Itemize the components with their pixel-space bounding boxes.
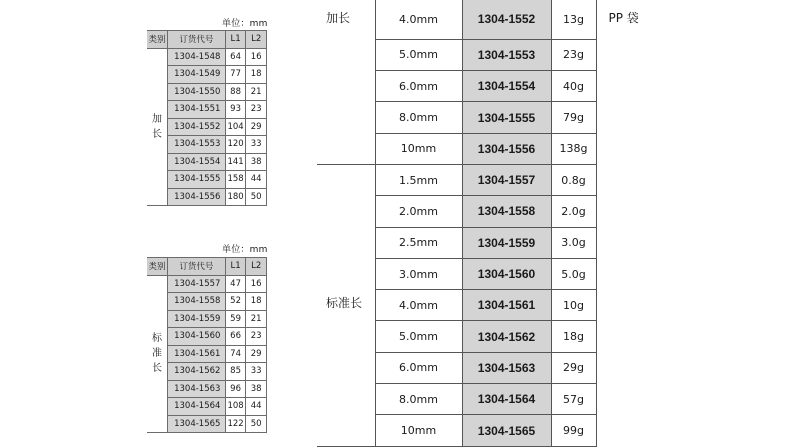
- size-cell: 1.5mm: [375, 164, 462, 195]
- l2-cell: 18: [246, 66, 267, 84]
- order-code-cell: 1304-1560: [462, 258, 551, 289]
- l2-cell: 21: [246, 83, 267, 101]
- unit-label: 单位：mm: [222, 245, 268, 255]
- l2-cell: 33: [246, 363, 267, 381]
- order-code-cell: 1304-1552: [168, 118, 226, 136]
- order-code-cell: 1304-1554: [168, 153, 226, 171]
- table-row: [147, 48, 267, 66]
- l1-cell: 47: [225, 275, 246, 293]
- size-cell: 8.0mm: [375, 102, 462, 133]
- l1-cell: 85: [225, 363, 246, 381]
- order-code-cell: 1304-1564: [462, 384, 551, 415]
- l1-cell: 74: [225, 345, 246, 363]
- l2-cell: 18: [246, 293, 267, 311]
- l1-cell: 108: [225, 398, 246, 416]
- order-code-cell: 1304-1552: [462, 0, 551, 39]
- l1-cell: 88: [225, 83, 246, 101]
- size-cell: 10mm: [375, 415, 462, 446]
- order-code-cell: 1304-1561: [168, 345, 226, 363]
- category-label: 标准长: [326, 296, 363, 311]
- l1-cell: 158: [225, 171, 246, 189]
- order-code-cell: 1304-1550: [168, 83, 226, 101]
- order-code-cell: 1304-1565: [168, 415, 226, 433]
- order-code-cell: 1304-1551: [168, 101, 226, 119]
- l1-cell: 120: [225, 136, 246, 154]
- order-code-cell: 1304-1557: [168, 275, 226, 293]
- weight-cell: 138g: [551, 133, 596, 164]
- weight-cell: 79g: [551, 102, 596, 133]
- l1-cell: 66: [225, 328, 246, 346]
- order-code-cell: 1304-1558: [168, 293, 226, 311]
- l2-cell: 16: [246, 275, 267, 293]
- packaging-note: PP 袋: [608, 11, 639, 25]
- l1-cell: 64: [225, 48, 246, 66]
- order-code-cell: 1304-1561: [462, 290, 551, 321]
- l2-cell: 21: [246, 310, 267, 328]
- header-l1: L1: [225, 31, 246, 49]
- size-cell: 10mm: [375, 133, 462, 164]
- order-code-cell: 1304-1555: [462, 102, 551, 133]
- order-code-cell: 1304-1557: [462, 164, 551, 195]
- weight-cell: 13g: [551, 0, 596, 39]
- weight-cell: 3.0g: [551, 227, 596, 258]
- category-label: 加长: [326, 11, 351, 25]
- size-cell: 2.5mm: [375, 227, 462, 258]
- l1-cell: 122: [225, 415, 246, 433]
- l1-cell: 141: [225, 153, 246, 171]
- l2-cell: 38: [246, 153, 267, 171]
- l2-cell: 29: [246, 118, 267, 136]
- l1-cell: 77: [225, 66, 246, 84]
- table-row: [317, 0, 640, 39]
- order-code-cell: 1304-1556: [462, 133, 551, 164]
- l2-cell: 29: [246, 345, 267, 363]
- order-code-cell: 1304-1558: [462, 196, 551, 227]
- header-l1: L1: [225, 258, 246, 276]
- weight-cell: 23g: [551, 39, 596, 70]
- l2-cell: 23: [246, 101, 267, 119]
- l2-cell: 16: [246, 48, 267, 66]
- weight-cell: 18g: [551, 321, 596, 352]
- order-code-cell: 1304-1559: [462, 227, 551, 258]
- unit-label: 单位：mm: [222, 19, 268, 29]
- size-cell: 6.0mm: [375, 71, 462, 102]
- category-label: 加长: [152, 113, 163, 140]
- order-code-cell: 1304-1555: [168, 171, 226, 189]
- table-row: [317, 164, 640, 195]
- order-code-cell: 1304-1565: [462, 415, 551, 446]
- spec-table-standard: [147, 257, 267, 433]
- spec-table-extended: [147, 30, 267, 206]
- order-code-cell: 1304-1559: [168, 310, 226, 328]
- l2-cell: 50: [246, 415, 267, 433]
- header-l2: L2: [246, 31, 267, 49]
- weight-cell: 0.8g: [551, 164, 596, 195]
- l1-cell: 59: [225, 310, 246, 328]
- weight-cell: 29g: [551, 352, 596, 383]
- table-header-row: [147, 31, 267, 49]
- weight-cell: 5.0g: [551, 258, 596, 289]
- order-code-cell: 1304-1562: [168, 363, 226, 381]
- l2-cell: 23: [246, 328, 267, 346]
- size-cell: 2.0mm: [375, 196, 462, 227]
- category-cell: [147, 275, 168, 433]
- order-code-cell: 1304-1560: [168, 328, 226, 346]
- order-code-cell: 1304-1553: [462, 39, 551, 70]
- l2-cell: 44: [246, 171, 267, 189]
- category-cell: [317, 164, 375, 446]
- l1-cell: 104: [225, 118, 246, 136]
- size-cell: 3.0mm: [375, 258, 462, 289]
- size-cell: 4.0mm: [375, 290, 462, 321]
- order-code-cell: 1304-1549: [168, 66, 226, 84]
- order-code-cell: 1304-1548: [168, 48, 226, 66]
- size-cell: 5.0mm: [375, 321, 462, 352]
- header-l2: L2: [246, 258, 267, 276]
- header-order-code: 订货代号: [168, 258, 226, 276]
- weight-cell: 10g: [551, 290, 596, 321]
- l1-cell: 180: [225, 188, 246, 206]
- order-code-cell: 1304-1556: [168, 188, 226, 206]
- weight-cell: 99g: [551, 415, 596, 446]
- header-category: 类别: [147, 258, 168, 276]
- l1-cell: 52: [225, 293, 246, 311]
- l1-cell: 93: [225, 101, 246, 119]
- category-cell: [317, 0, 375, 164]
- order-code-cell: 1304-1554: [462, 71, 551, 102]
- weight-cell: 2.0g: [551, 196, 596, 227]
- size-cell: 5.0mm: [375, 39, 462, 70]
- l2-cell: 38: [246, 380, 267, 398]
- order-code-cell: 1304-1564: [168, 398, 226, 416]
- order-code-cell: 1304-1563: [462, 352, 551, 383]
- weight-cell: 40g: [551, 71, 596, 102]
- table-row: [147, 275, 267, 293]
- l1-cell: 96: [225, 380, 246, 398]
- table-header-row: [147, 258, 267, 276]
- header-order-code: 订货代号: [168, 31, 226, 49]
- size-cell: 8.0mm: [375, 384, 462, 415]
- l2-cell: 44: [246, 398, 267, 416]
- order-code-cell: 1304-1563: [168, 380, 226, 398]
- size-cell: 6.0mm: [375, 352, 462, 383]
- header-category: 类别: [147, 31, 168, 49]
- weight-cell: 57g: [551, 384, 596, 415]
- size-cell: 4.0mm: [375, 0, 462, 39]
- category-label: 标准长: [152, 333, 163, 375]
- order-code-cell: 1304-1562: [462, 321, 551, 352]
- category-cell: [147, 48, 168, 206]
- order-code-cell: 1304-1553: [168, 136, 226, 154]
- product-weight-table: [317, 0, 640, 447]
- l2-cell: 50: [246, 188, 267, 206]
- l2-cell: 33: [246, 136, 267, 154]
